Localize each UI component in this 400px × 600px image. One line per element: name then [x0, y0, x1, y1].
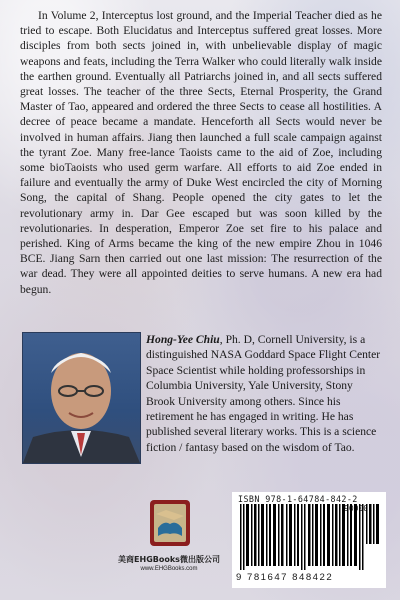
- publisher-url: www.EHGBooks.com: [140, 566, 198, 572]
- isbn-number: ISBN 978-1-64784-842-2: [238, 494, 358, 504]
- back-cover-blurb: In Volume 2, Interceptus lost ground, and the Imperial Teacher died as he tried to escape. Both Elucidatus and Interceptus suffered great losses. More disciples from both sects joined in, with unbelievable display of magic weapons and feats, including the Terra Walker who could literally walk inside the earthen ground. Eventually all Patriarchs joined in, and all sects suffered great losses. The teacher of the three Sects, Eternal Prosperity, the Grand Master of Tao, appeared and ordered the three Sects to cease all hostilities. A decree of peace became a mandate. Henceforth all Sects would never be involved in human affairs. Jiang then launched a full scale campaign against the tyrant Zoe. Many free-lance Taoists came to the aid of Zoe, including some bioTaoists who used germ warfare. All efforts to aid Zoe ended in failure and eventually the army of Duke West encircled the city of Morning Song, the capital of Shang. People opened the city gates to let the revolutionary army in. Dar Gee escaped but was soon killed by the revolutionaries. In desperation, Emperor Zoe set fire to his palace and perished. King of Arms became the king of the new empire Zhou in 1046 BCE. Jiang Sarn then carried out one last mission: The resurrection of the war dead. They were all appointed deities to serve humans. A new era had begun.: [20, 9, 382, 296]
- barcode-panel: [232, 492, 386, 588]
- barcode-icon: [238, 504, 382, 572]
- author-bio-text: , Ph. D, Cornell University, is a distinguished NASA Goddard Space Flight Center Space Scientist while holding professorships in Columbia University, Yale University, Stony Brook University among others. Since his retirement he has engaged in writing. He has published several literary works. This is a science fiction / fantasy based on the wisdom of Tao.: [146, 333, 381, 454]
- publisher-logo: [108, 494, 230, 594]
- author-photo: [22, 332, 141, 464]
- book-logo-icon: [108, 494, 230, 554]
- publisher-name: 美商EHGBooks微出版公司: [118, 555, 220, 564]
- author-bio: [146, 332, 382, 455]
- barcode-digits: 9 781647 848422: [236, 572, 334, 583]
- author-name: Hong-Yee Chiu: [146, 333, 220, 346]
